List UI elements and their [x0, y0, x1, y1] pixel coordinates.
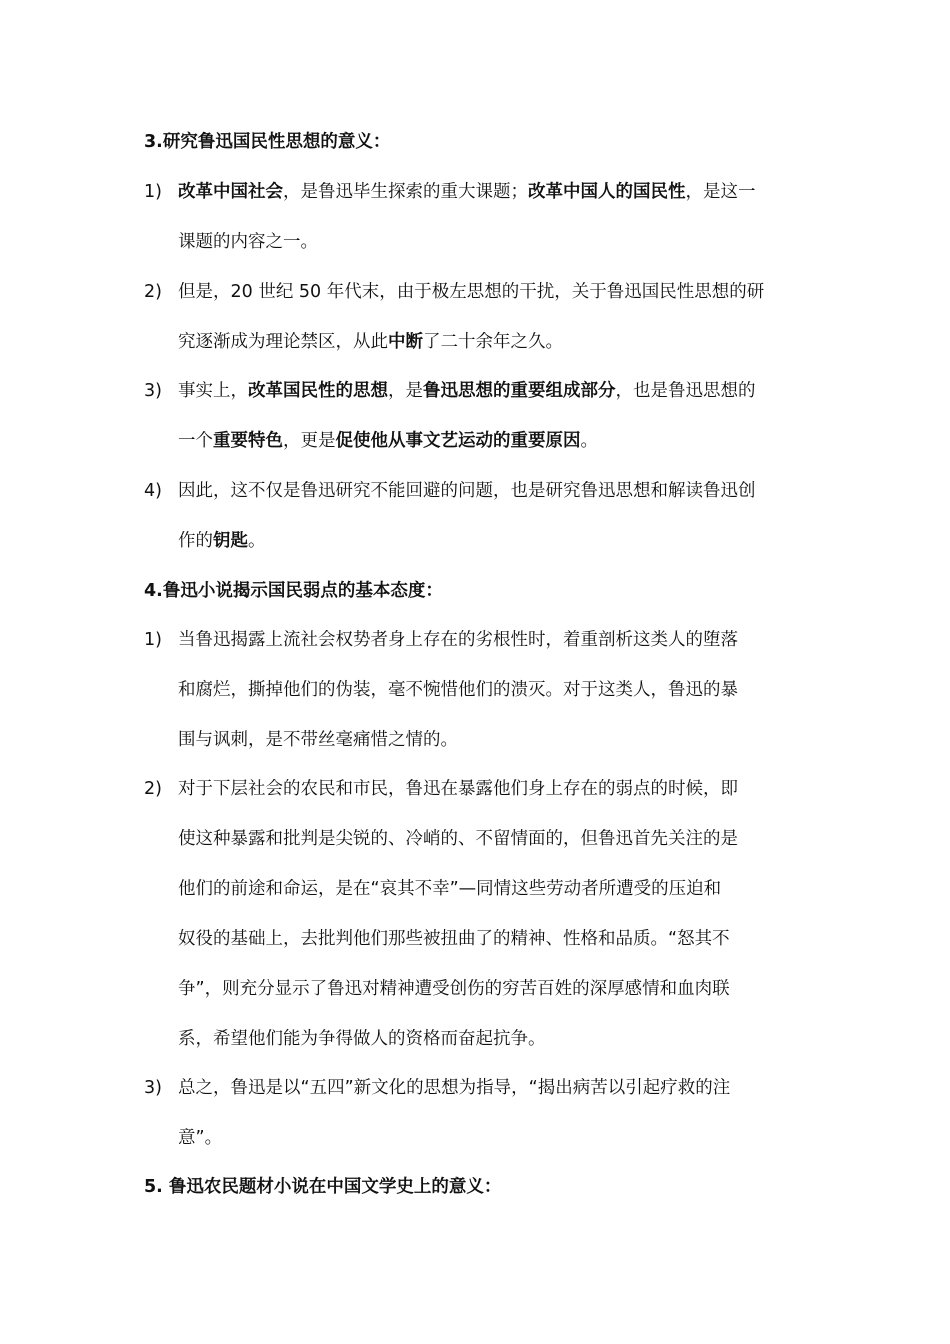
text-line: [178, 877, 818, 901]
text-run: 。: [580, 431, 598, 451]
text-run: 总之，鲁迅是以“五四”新文化的思想为指导，“揭出病苦以引起疗救的注: [178, 1078, 731, 1098]
text-run: 了二十余年之久。: [423, 332, 563, 352]
text-line: [178, 230, 818, 254]
list-item-number: 3): [144, 1078, 162, 1098]
bold-text: 重要特色: [213, 431, 283, 451]
text-line: [178, 977, 818, 1001]
list-item-number: 1): [144, 182, 162, 202]
text-run: 事实上，: [178, 381, 248, 401]
bold-text: 鲁迅思想的重要组成部分: [423, 381, 616, 401]
text-run: ，是鲁迅毕生探索的重大课题；: [283, 182, 528, 202]
text-line: [178, 180, 818, 204]
text-run: 意”。: [178, 1128, 223, 1148]
list-item-number: 2): [144, 779, 162, 799]
text-run: ，也是鲁迅思想的: [615, 381, 756, 401]
text-run: 。: [248, 531, 266, 551]
text-line: [178, 479, 818, 503]
text-line: [178, 728, 818, 752]
bold-text: 改革国民性的思想: [248, 381, 388, 401]
text-run: 和腐烂，撕掉他们的伪装，毫不惋惜他们的溃灭。对于这类人，鲁迅的暴: [178, 680, 738, 700]
text-line: [178, 529, 818, 553]
text-line: [178, 678, 818, 702]
text-run: 围与讽刺，是不带丝毫痛惜之情的。: [178, 730, 458, 750]
text-run: ，是: [388, 381, 423, 401]
text-run: 使这种暴露和批判是尖锐的、冷峭的、不留情面的，但鲁迅首先关注的是: [178, 829, 738, 849]
text-run: 他们的前途和命运，是在“哀其不幸”—同情这些劳动者所遭受的压迫和: [178, 879, 722, 899]
list-item-number: 2): [144, 282, 162, 302]
text-line: [178, 927, 818, 951]
bold-text: 改革中国人的国民性: [528, 182, 686, 202]
text-run: 对于下层社会的农民和市民，鲁迅在暴露他们身上存在的弱点的时候，即: [178, 779, 738, 799]
text-run: ，更是: [283, 431, 336, 451]
bold-text: 中断: [388, 332, 423, 352]
text-line: [178, 1027, 818, 1051]
text-run: 当鲁迅揭露上流社会权势者身上存在的劣根性时，着重剖析这类人的堕落: [178, 630, 738, 650]
text-line: [178, 1076, 818, 1100]
text-run: 系，希望他们能为争得做人的资格而奋起抗争。: [178, 1029, 546, 1049]
text-line: [178, 628, 818, 652]
text-run: 但是，20 世纪 50 年代末，由于极左思想的干扰，关于鲁迅国民性思想的研: [178, 282, 765, 302]
text-line: [178, 330, 818, 354]
text-line: [178, 379, 818, 403]
bold-text: 促使他从事文艺运动的重要原因: [335, 431, 581, 451]
section-heading: 5. 鲁迅农民题材小说在中国文学史上的意义：: [144, 1177, 502, 1197]
text-line: [178, 827, 818, 851]
text-line: [178, 280, 818, 304]
text-run: 课题的内容之一。: [178, 232, 318, 252]
bold-text: 改革中国社会: [178, 182, 283, 202]
text-line: [178, 1126, 818, 1150]
list-item-number: 4): [144, 481, 162, 501]
text-run: 一个: [178, 431, 213, 451]
section-heading: 4.鲁迅小说揭示国民弱点的基本态度：: [144, 581, 443, 601]
text-run: 因此，这不仅是鲁迅研究不能回避的问题，也是研究鲁迅思想和解读鲁迅创: [178, 481, 756, 501]
text-run: ，是这一: [685, 182, 756, 202]
list-item-number: 3): [144, 381, 162, 401]
text-line: [178, 429, 818, 453]
text-run: 奴役的基础上，去批判他们那些被扭曲了的精神、性格和品质。“怒其不: [178, 929, 730, 949]
text-run: 作的: [178, 531, 213, 551]
text-line: [178, 777, 818, 801]
list-item-number: 1): [144, 630, 162, 650]
text-run: 究逐渐成为理论禁区，从此: [178, 332, 388, 352]
bold-text: 钥匙: [213, 531, 248, 551]
text-run: 争”，则充分显示了鲁迅对精神遭受创伤的穷苦百姓的深厚感情和血肉联: [178, 979, 730, 999]
section-heading: 3.研究鲁迅国民性思想的意义：: [144, 132, 391, 152]
